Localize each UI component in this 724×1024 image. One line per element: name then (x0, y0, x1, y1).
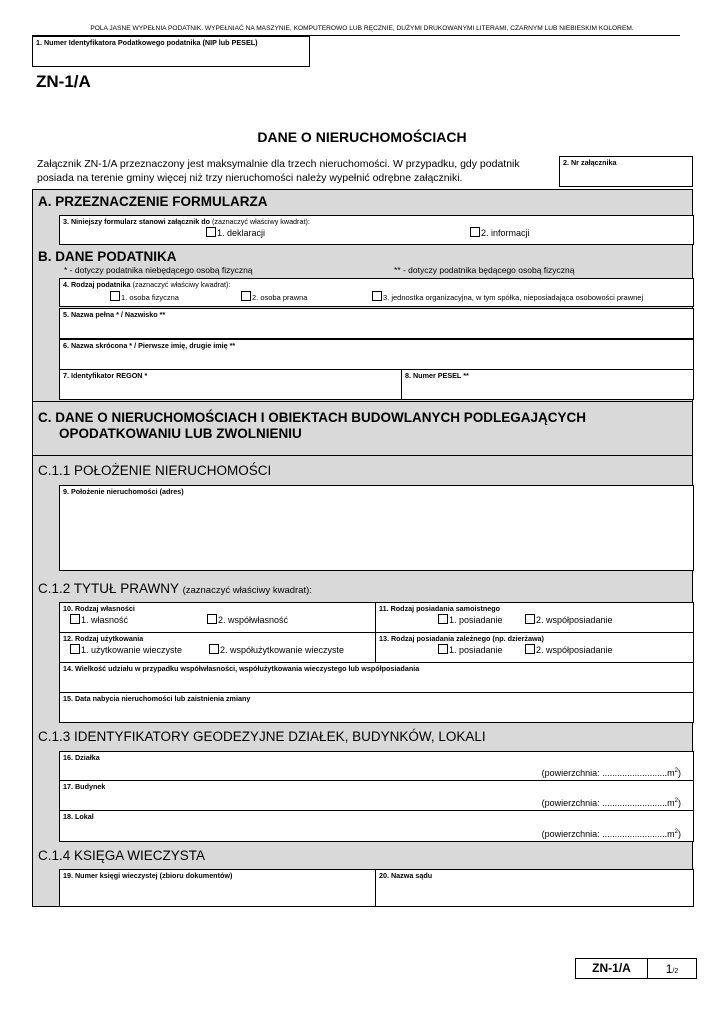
page-title: DANE O NIERUCHOMOŚCIACH (257, 129, 467, 145)
section-c-divider-2 (33, 455, 692, 456)
header-notice: POLA JASNE WYPEŁNIA PODATNIK. WYPEŁNIAĆ NA MASZYNIE, KOMPUTEROWO LUB RĘCZNIE, DUŻYMI DRUKOWANYMI LITERAMI, CZARNYM LUB NIEBIESKIM KOLOREM. (90, 25, 634, 32)
option-organizational-unit[interactable]: 3. jednostka organizacyjna, w tym spółka, nieposiadająca osobowości prawnej (372, 291, 643, 302)
option-ownership[interactable]: 1. własność (70, 614, 128, 625)
footer-form-code: ZN-1/A (575, 958, 648, 979)
intro-text (37, 157, 520, 185)
share-size-label: 14. Wielkość udziału w przypadku współwłasności, współużytkowania wieczystego lub współposiadania (63, 664, 420, 673)
ownership-type-label: 10. Rodzaj własności (63, 604, 135, 613)
pesel-field[interactable] (401, 369, 694, 400)
section-c-divider (33, 401, 692, 402)
checkbox-organizational-unit[interactable] (372, 291, 382, 301)
checkbox-perpetual-usufruct[interactable] (70, 644, 80, 654)
plot-field[interactable] (59, 751, 694, 781)
option-possession[interactable]: 1. posiadanie (438, 614, 503, 625)
dependent-possession-box (375, 632, 694, 663)
page-current: 1 (665, 962, 673, 976)
field-3-box (59, 215, 694, 245)
footer-page-number (647, 958, 697, 979)
section-a-title: A. PRZEZNACZENIE FORMULARZA (38, 194, 268, 209)
plot-area-text: (powierzchnia: $..........................m^2$) (541, 768, 681, 778)
court-name-field[interactable] (375, 869, 694, 907)
premises-field[interactable] (59, 810, 694, 842)
c12-title: C.1.2 TYTUŁ PRAWNY (zaznaczyć właściwy kwadrat): (38, 581, 312, 596)
plot-label: 16. Działka (63, 753, 100, 762)
building-area-text: (powierzchnia: $..........................m^2$) (541, 798, 681, 808)
ownership-type-box (59, 602, 376, 633)
land-register-number-label: 19. Numer księgi wieczystej (zbioru dokumentów) (63, 871, 233, 880)
field-4-box (59, 278, 694, 307)
intro-line-2: posiada na terenie gminy więcej niż trzy nieruchomości należy wypełnić odrębne załączniki. (37, 172, 463, 184)
page-total: /2 (672, 968, 679, 975)
acquisition-date-label: 15. Data nabycia nieruchomości lub zaistnienia zmiany (63, 694, 251, 703)
independent-possession-box (375, 602, 694, 633)
checkbox-dependent-possession[interactable] (438, 644, 448, 654)
option-dependent-co-possession[interactable]: 2. współposiadanie (525, 644, 613, 655)
note-legal-entity: * - dotyczy podatnika niebędącego osobą fizyczną (64, 265, 253, 275)
attachment-number-label: 2. Nr załącznika (563, 158, 617, 167)
option-co-ownership[interactable]: 2. współwłasność (207, 614, 288, 625)
property-location-label: 9. Położenie nieruchomości (adres) (63, 487, 184, 496)
short-name-field[interactable] (59, 339, 694, 370)
c14-title: C.1.4 KSIĘGA WIECZYSTA (38, 848, 206, 863)
intro-line-1: Załącznik ZN-1/A przeznaczony jest maksymalnie dla trzech nieruchomości. W przypadku, gdy podatnik (37, 158, 520, 170)
court-name-label: 20. Nazwa sądu (379, 871, 433, 880)
checkbox-information[interactable] (470, 227, 480, 237)
c11-title: C.1.1 POŁOŻENIE NIERUCHOMOŚCI (38, 463, 272, 478)
form-body (32, 189, 693, 907)
attachment-number-field[interactable] (559, 156, 693, 187)
c13-title: C.1.3 IDENTYFIKATORY GEODEZYJNE DZIAŁEK, BUDYNKÓW, LOKALI (38, 729, 486, 744)
option-co-possession[interactable]: 2. współposiadanie (525, 614, 613, 625)
regon-label: 7. Identyfikator REGON * (63, 371, 148, 380)
regon-field[interactable] (59, 369, 402, 400)
note-natural-person: ** - dotyczy podatnika będącego osobą fizyczną (394, 265, 575, 275)
checkbox-natural-person[interactable] (110, 291, 120, 301)
section-c-title: C. DANE O NIERUCHOMOŚCIACH I OBIEKTACH BUDOWLANYCH PODLEGAJĄCYCH OPODATKOWANIU LUB ZWOLNIENIU (38, 410, 587, 441)
checkbox-joint-perpetual-usufruct[interactable] (209, 644, 219, 654)
land-register-number-field[interactable] (59, 869, 376, 907)
property-location-field[interactable] (59, 485, 694, 571)
share-size-field[interactable] (59, 662, 694, 693)
building-field[interactable] (59, 780, 694, 811)
short-name-label: 6. Nazwa skrócona * / Pierwsze imię, drugie imię ** (63, 341, 236, 350)
section-b-title: B. DANE PODATNIKA (38, 249, 177, 264)
nip-field-label: 1. Numer Identyfikatora Podatkowego podatnika (NIP lub PESEL) (36, 38, 258, 47)
usage-type-label: 12. Rodzaj użytkowania (63, 634, 144, 643)
nip-field[interactable] (32, 36, 310, 67)
dependent-possession-label: 13. Rodzaj posiadania zależnego (np. dzierżawa) (379, 634, 544, 643)
checkbox-co-ownership[interactable] (207, 614, 217, 624)
premises-area-text: (powierzchnia: $..........................m^2$) (541, 829, 681, 839)
building-label: 17. Budynek (63, 782, 106, 791)
option-natural-person[interactable]: 1. osoba fizyczna (110, 291, 179, 302)
option-joint-perpetual-usufruct[interactable]: 2. współużytkowanie wieczyste (209, 644, 344, 655)
full-name-field[interactable] (59, 308, 694, 339)
option-legal-person[interactable]: 2. osoba prawna (241, 291, 307, 302)
field-4-label: 4. Rodzaj podatnika (zaznaczyć właściwy kwadrat): (63, 280, 231, 289)
option-perpetual-usufruct[interactable]: 1. użytkowanie wieczyste (70, 644, 182, 655)
option-dependent-possession[interactable]: 1. posiadanie (438, 644, 503, 655)
checkbox-declaration[interactable] (206, 227, 216, 237)
usage-type-box (59, 632, 376, 663)
option-declaration[interactable]: 1. deklaracji (206, 227, 265, 238)
premises-label: 18. Lokal (63, 812, 94, 821)
full-name-label: 5. Nazwa pełna * / Nazwisko ** (63, 310, 166, 319)
checkbox-possession[interactable] (438, 614, 448, 624)
checkbox-co-possession[interactable] (525, 614, 535, 624)
pesel-label: 8. Numer PESEL ** (405, 371, 469, 380)
option-information[interactable]: 2. informacji (470, 227, 530, 238)
checkbox-legal-person[interactable] (241, 291, 251, 301)
independent-possession-label: 11. Rodzaj posiadania samoistnego (379, 604, 501, 613)
form-code: ZN-1/A (36, 72, 91, 91)
acquisition-date-field[interactable] (59, 692, 694, 723)
checkbox-dependent-co-possession[interactable] (525, 644, 535, 654)
checkbox-ownership[interactable] (70, 614, 80, 624)
field-3-label: 3. Niniejszy formularz stanowi załącznik do (zaznaczyć właściwy kwadrat): (63, 217, 310, 226)
